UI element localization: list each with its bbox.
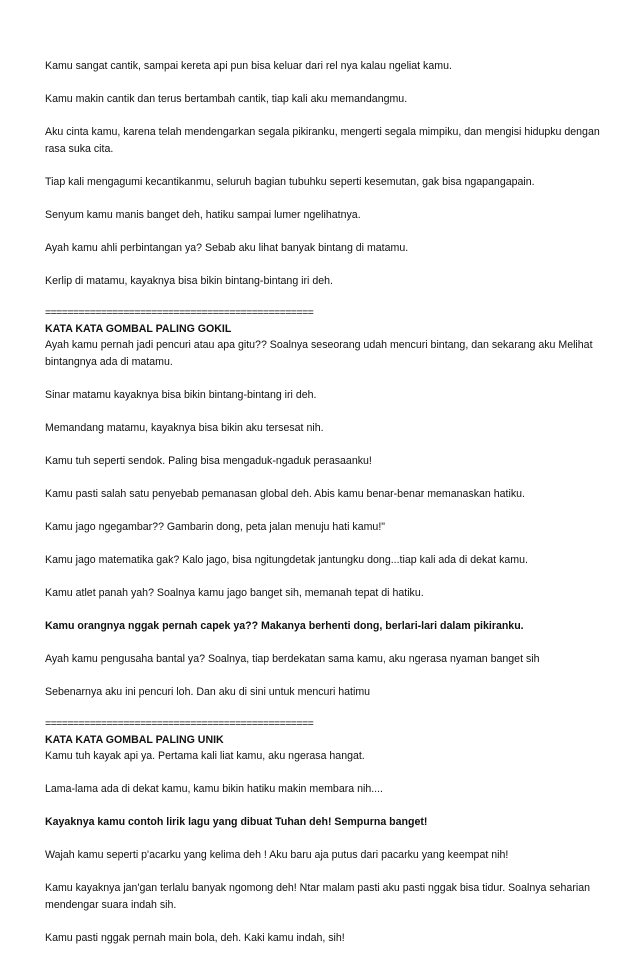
paragraph-bold: Kamu orangnya nggak pernah capek ya?? Makanya berhenti dong, berlari-lari dalam pikiranku. (45, 619, 524, 632)
paragraph: Ayah kamu pengusaha bantal ya? Soalnya, tiap berdekatan sama kamu, aku ngerasa nyaman banget sih (45, 652, 540, 665)
paragraph: Kamu makin cantik dan terus bertambah cantik, tiap kali aku memandangmu. (45, 93, 408, 105)
paragraph: Kamu kayaknya jan'gan terlalu banyak ngomong deh! Ntar malam pasti aku pasti nggak bisa tidur. Soalnya seharian mendengar suara indah sih. (45, 882, 590, 911)
paragraph: Aku cinta kamu, karena telah mendengarkan segala pikiranku, mengerti segala mimpiku, dan mengisi hidupku dengan rasa suka cita. (45, 126, 600, 155)
separator-line: ================================================ (45, 717, 314, 730)
paragraph: Kamu jago ngegambar?? Gambarin dong, peta jalan menuju hati kamu!" (45, 520, 386, 533)
paragraph: Kamu pasti salah satu penyebab pemanasan global deh. Abis kamu benar-benar memanaskan hatiku. (45, 487, 525, 500)
paragraph: Kamu atlet panah yah? Soalnya kamu jago banget sih, memanah tepat di hatiku. (45, 586, 424, 599)
paragraph-bold: Kayaknya kamu contoh lirik lagu yang dibuat Tuhan deh! Sempurna banget! (45, 816, 428, 828)
section-heading-unik: KATA KATA GOMBAL PALING UNIK (45, 733, 224, 746)
paragraph: Wajah kamu seperti p'acarku yang kelima deh ! Aku baru aja putus dari pacarku yang keempat nih! (45, 849, 509, 861)
paragraph: Memandang matamu, kayaknya bisa bikin aku tersesat nih. (45, 421, 324, 434)
paragraph: Kerlip di matamu, kayaknya bisa bikin bintang-bintang iri deh. (45, 274, 333, 287)
paragraph: Sebenarnya aku ini pencuri loh. Dan aku di sini untuk mencuri hatimu (45, 685, 371, 698)
section-heading-gokil: KATA KATA GOMBAL PALING GOKIL (45, 322, 232, 335)
paragraph: Ayah kamu ahli perbintangan ya? Sebab aku lihat banyak bintang di matamu. (45, 241, 409, 254)
separator-line: ================================================ (45, 306, 314, 319)
paragraph: Tiap kali mengagumi kecantikanmu, seluruh bagian tubuhku seperti kesemutan, gak bisa ngapangapain. (45, 175, 535, 188)
paragraph: Sinar matamu kayaknya bisa bikin bintang-bintang iri deh. (45, 388, 317, 401)
paragraph: Kamu sangat cantik, sampai kereta api pun bisa keluar dari rel nya kalau ngeliat kamu. (45, 60, 452, 72)
paragraph: Lama-lama ada di dekat kamu, kamu bikin hatiku makin membara nih.... (45, 783, 383, 795)
paragraph: Senyum kamu manis banget deh, hatiku sampai lumer ngelihatnya. (45, 208, 361, 221)
paragraph: Ayah kamu pernah jadi pencuri atau apa gitu?? Soalnya seseorang udah mencuri bintang, dan sekarang aku Melihat bintangnya ada di matamu. (45, 339, 593, 368)
paragraph: Kamu pasti nggak pernah main bola, deh. Kaki kamu indah, sih! (45, 931, 345, 944)
paragraph: Kamu tuh seperti sendok. Paling bisa mengaduk-ngaduk perasaanku! (45, 454, 372, 467)
document-page (45, 58, 600, 946)
paragraph: Kamu jago matematika gak? Kalo jago, bisa ngitungdetak jantungku dong...tiap kali ada di dekat kamu. (45, 553, 528, 566)
paragraph: Kamu tuh kayak api ya. Pertama kali liat kamu, aku ngerasa hangat. (45, 750, 365, 762)
